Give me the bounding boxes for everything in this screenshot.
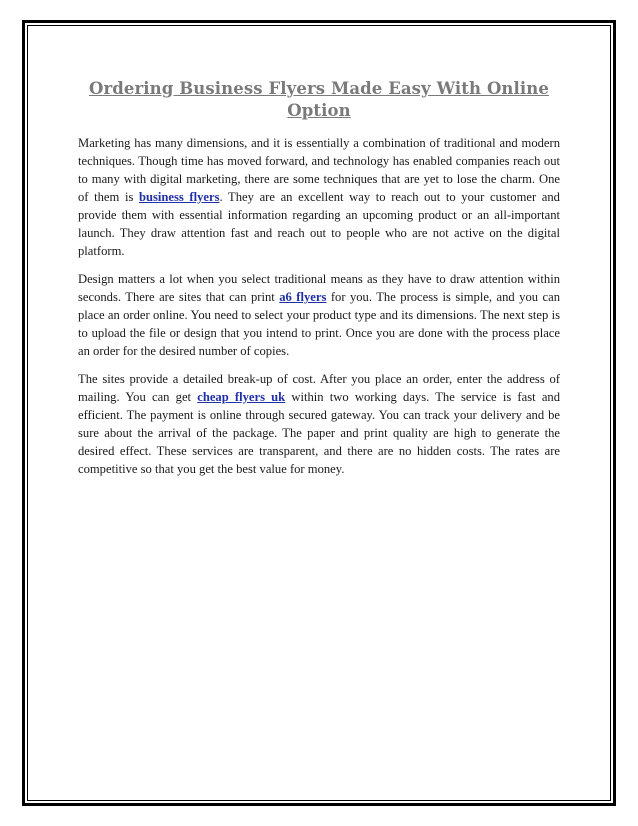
paragraph-1-text-after: . They are an excellent way to reach out to your customer and provide them with essential information regarding an upcoming product or an all-important launch. They draw attention fast and reach out to people who are not active on the digital platform. bbox=[78, 190, 560, 258]
paragraph-2-text-before: Design matters a lot when you select traditional means as they have to draw attention within seconds. There are sites that can print bbox=[78, 272, 560, 304]
document-body bbox=[78, 78, 560, 488]
paragraph-3-text-before: The sites provide a detailed break-up of cost. After you place an order, enter the address of mailing. You can get bbox=[78, 372, 560, 404]
cheap-flyers-uk-link[interactable]: cheap flyers uk bbox=[197, 390, 286, 404]
paragraph-1-text-before: Marketing has many dimensions, and it is essentially a combination of traditional and modern techniques. Though time has moved forward, and technology has enabled companies reach out to many with digital marketing, there are some techniques that are yet to lose the charm. One of them is bbox=[78, 136, 560, 204]
paragraph-1 bbox=[78, 134, 560, 260]
a6-flyers-link[interactable]: a6 flyers bbox=[279, 290, 327, 304]
paragraph-2 bbox=[78, 270, 560, 360]
paragraph-2-text-after: for you. The process is simple, and you can place an order online. You need to select your product type and its dimensions. The next step is to upload the file or design that you intend to print. Once you are done with the process place an order for the desired number of copies. bbox=[78, 290, 560, 358]
paragraph-3 bbox=[78, 370, 560, 478]
document-title: Ordering Business Flyers Made Easy With Online Option bbox=[89, 79, 549, 120]
business-flyers-link[interactable]: business flyers bbox=[138, 190, 220, 204]
paragraph-3-text-after: within two working days. The service is fast and efficient. The payment is online through secured gateway. You can track your delivery and be sure about the arrival of the package. The paper and print quality are high to generate the desired effect. These services are transparent, and there are no hidden costs. The rates are competitive so that you get the best value for money. bbox=[78, 390, 560, 476]
